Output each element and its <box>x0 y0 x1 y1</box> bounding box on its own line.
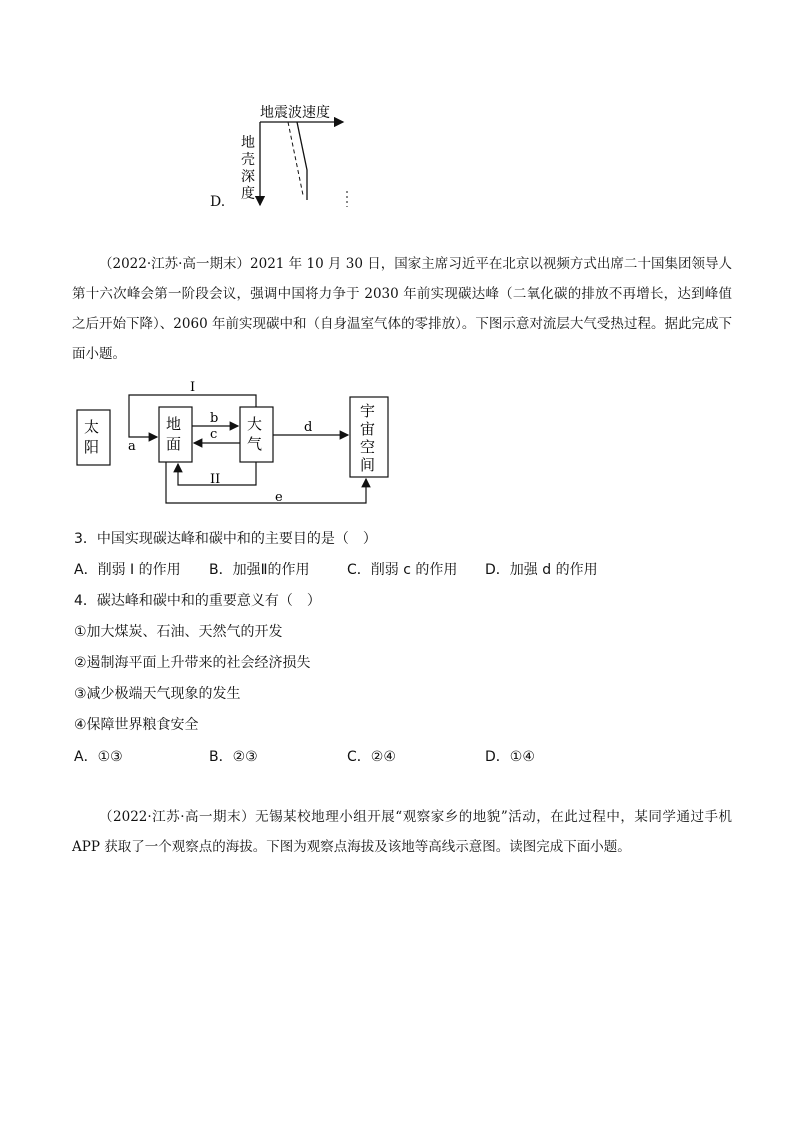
question-3-stem: 3．中国实现碳达峰和碳中和的主要目的是（ ） <box>74 531 377 547</box>
q3-option-d[interactable]: D．加强 d 的作用 <box>485 562 598 578</box>
q4-option-c[interactable]: C．②④ <box>347 749 396 765</box>
space-label-3: 空 <box>360 438 376 456</box>
q3-option-a[interactable]: A．削弱 I 的作用 <box>74 562 181 578</box>
solid-wave-line <box>297 122 307 200</box>
sun-label-2: 阳 <box>84 438 100 456</box>
dashed-wave-line <box>288 122 303 195</box>
q4-option-d[interactable]: D．①④ <box>485 749 535 765</box>
y-axis-label-2: 壳 <box>241 152 255 168</box>
label-e: e <box>275 490 283 505</box>
passage-1: （2022·江苏·高一期末）2021 年 10 月 30 日，国家主席习近平在北京以视频方式出席二十国集团领导人第十六次峰会第一阶段会议，强调中国将力争于 2030 年前实现碳达峰（二氧化碳的排放不再增长，达到峰值之后开始下降）、2060 年前实现碳中和（自身温室气体的零排放）。下图示意对流层大气受热过程。据此完成下面小题。 <box>72 256 732 362</box>
q3-option-c[interactable]: C．削弱 c 的作用 <box>347 562 458 578</box>
q3-option-b[interactable]: B．加强Ⅱ的作用 <box>209 562 310 578</box>
atmosphere-label-2: 气 <box>247 435 263 453</box>
sun-label-1: 太 <box>84 418 100 436</box>
question-4-stem: 4．碳达峰和碳中和的重要意义有（ ） <box>74 593 321 609</box>
q4-item-4: ④保障世界粮食安全 <box>74 717 199 733</box>
label-c: c <box>210 427 218 442</box>
label-II: II <box>210 472 221 487</box>
option-d-label: D. <box>210 194 226 210</box>
space-label-4: 间 <box>360 456 376 474</box>
q4-item-1: ①加大煤炭、石油、天然气的开发 <box>74 624 283 640</box>
label-I: I <box>190 380 196 395</box>
x-axis-label: 地震波速度 <box>260 105 330 121</box>
heating-process-diagram <box>70 375 400 515</box>
question-3-options <box>74 559 694 579</box>
label-a: a <box>128 439 136 454</box>
space-label-1: 宇 <box>360 402 376 420</box>
space-label-2: 宙 <box>360 420 376 438</box>
q4-item-2: ②遏制海平面上升带来的社会经济损失 <box>74 655 311 671</box>
ground-label-2: 面 <box>166 435 182 453</box>
label-b: b <box>210 411 219 426</box>
atmosphere-label-1: 大 <box>247 415 263 433</box>
y-axis-label-3: 深 <box>241 169 255 185</box>
question-4-options <box>74 746 694 766</box>
y-axis-label-4: 度 <box>241 186 255 202</box>
q4-item-3: ③减少极端天气现象的发生 <box>74 686 241 702</box>
q4-option-b[interactable]: B．②③ <box>209 749 258 765</box>
arrow-e <box>166 462 366 503</box>
y-axis-label-1: 地 <box>241 135 255 151</box>
passage-2: （2022·江苏·高一期末）无锡某校地理小组开展“观察家乡的地貌”活动，在此过程中，某同学通过手机 APP 获取了一个观察点的海拔。下图为观察点海拔及该地等高线示意图。读图完成下面小题。 <box>72 809 732 855</box>
ground-label-1: 地 <box>166 415 182 433</box>
label-d: d <box>304 420 313 435</box>
q4-option-a[interactable]: A．①③ <box>74 749 123 765</box>
